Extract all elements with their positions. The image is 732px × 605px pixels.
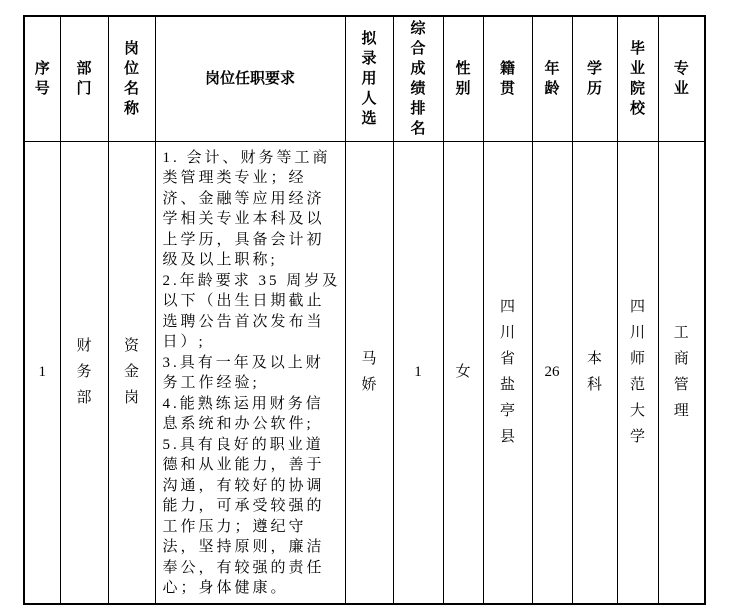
header-cell-ni-luyong-renxuan [345, 16, 393, 141]
requirement-item-4: 4.能熟练运用财务信息系统和办公软件; [162, 395, 324, 432]
header-label-gangwei-mingcheng: 岗位名称 [124, 40, 140, 117]
cell-value-ni-luyong-renxuan: 马娇 [361, 351, 377, 393]
header-label-xueli: 学历 [587, 60, 603, 97]
table-header-row [24, 16, 705, 141]
header-cell-zonghe-chengji-paiming [393, 16, 443, 141]
header-cell-gangwei-mingcheng [108, 16, 155, 141]
cell-xuhao: 1 [24, 141, 60, 604]
header-label-bumen: 部门 [76, 60, 92, 97]
cell-renzhi-yaoqiu [155, 141, 345, 604]
header-cell-xuhao [24, 16, 60, 141]
cell-gangwei-mingcheng [108, 141, 155, 604]
cell-ni-luyong-renxuan [345, 141, 393, 604]
cell-value-biye-yuanxiao: 四川师范大学 [630, 299, 646, 445]
table-body [24, 141, 705, 604]
cell-value-xingbie: 女 [455, 364, 471, 380]
cell-zonghe-chengji-paiming: 1 [393, 141, 443, 604]
header-cell-zhuanye [658, 16, 705, 141]
cell-value-jiguan: 四川省盐亭县 [500, 299, 516, 445]
requirement-item-5: 5.具有良好的职业道德和从业能力，善于沟通，有较好的协调能力，可承受较强的工作压力；遵纪守法，坚持原则，廉洁奉公，有较强的责任心；身体健康。 [162, 436, 325, 596]
cell-value-zhuanye: 工商管理 [673, 325, 689, 419]
cell-bumen [60, 141, 108, 604]
cell-zhuanye [658, 141, 705, 604]
cell-nianling: 26 [532, 141, 572, 604]
header-cell-renzhi-yaoqiu [155, 16, 345, 141]
cell-xueli [572, 141, 617, 604]
cell-value-bumen: 财务部 [76, 338, 92, 406]
header-label-biye-yuanxiao: 毕业院校 [630, 40, 646, 117]
header-cell-bumen [60, 16, 108, 141]
header-label-zhuanye: 专业 [673, 60, 689, 97]
header-label-renzhi-yaoqiu: 岗位任职要求 [204, 70, 295, 87]
cell-value-gangwei-mingcheng: 资金岗 [124, 338, 140, 406]
header-label-nianling: 年龄 [544, 60, 560, 97]
cell-xingbie [443, 141, 483, 604]
header-label-ni-luyong-renxuan: 拟录用人选 [361, 30, 377, 127]
cell-jiguan [483, 141, 532, 604]
header-cell-xingbie [443, 16, 483, 141]
header-label-jiguan: 籍贯 [500, 60, 516, 97]
requirement-item-1: 1. 会计、财务等工商类管理类专业；经济、金融等应用经济学相关专业本科及以上学历，具备会计初级及以上职称; [162, 149, 331, 268]
cell-biye-yuanxiao [617, 141, 658, 604]
cell-value-xueli: 本科 [587, 351, 603, 393]
header-cell-jiguan [483, 16, 532, 141]
requirement-item-2: 2.年龄要求 35 周岁及以下（出生日期截止选聘公告首次发布当日）; [162, 272, 341, 350]
recruitment-table [23, 15, 706, 605]
header-cell-xueli [572, 16, 617, 141]
requirement-item-3: 3.具有一年及以上财务工作经验; [162, 354, 324, 391]
header-label-zonghe-chengji-paiming: 综合成绩排名 [410, 20, 426, 137]
header-label-xingbie: 性别 [455, 60, 471, 97]
header-label-xuhao: 序号 [34, 60, 50, 97]
table-row [24, 141, 705, 604]
header-cell-nianling [532, 16, 572, 141]
header-cell-biye-yuanxiao [617, 16, 658, 141]
